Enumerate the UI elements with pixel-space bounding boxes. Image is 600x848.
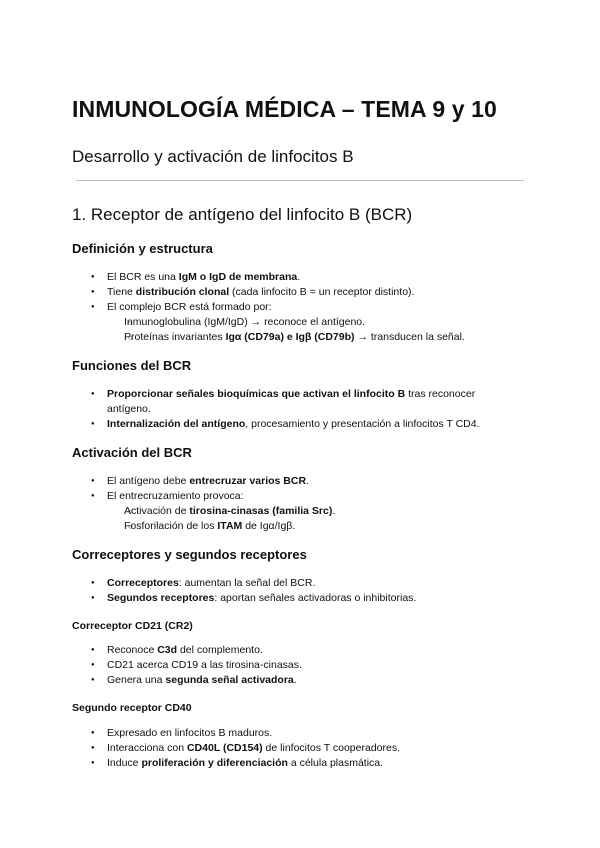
list-item: ● Segundos receptores: aportan señales activadoras o inhibitorias. [0,591,487,606]
list-item: ● Reconoce C3d del complemento. [0,643,487,658]
sublist-activacion [107,504,487,534]
horizontal-divider [76,180,524,181]
list-item: ● Expresado en linfocitos B maduros. [0,726,487,741]
heading-correceptores: Correceptores y segundos receptores [72,547,307,562]
list-activacion [0,474,487,534]
heading-cd40: Segundo receptor CD40 [72,702,192,714]
list-cd21 [0,643,487,688]
document-title: INMUNOLOGÍA MÉDICA – TEMA 9 y 10 [72,96,497,122]
list-item: ● El complejo BCR está formado por: ○ Inmunoglobulina (IgM/IgD) → reconoce el antígeno. ○ Proteínas invariantes Igα (CD79a) e Igβ (CD79b) → transducen la señal. [0,300,487,345]
list-item: ● Interacciona con CD40L (CD154) de linfocitos T cooperadores. [0,741,487,756]
list-funciones [0,387,487,432]
list-item: ● Internalización del antígeno, procesamiento y presentación a linfocitos T CD4. [0,417,487,432]
list-cd40 [0,726,487,771]
sublist-item: ○ Fosforilación de los ITAM de Igα/Igβ. [107,519,487,534]
heading-activacion: Activación del BCR [72,445,192,460]
sublist-item: ○ Proteínas invariantes Igα (CD79a) e Igβ (CD79b) → transducen la señal. [107,330,487,345]
heading-definicion: Definición y estructura [72,241,213,256]
list-item: ● El BCR es una IgM o IgD de membrana. [0,270,487,285]
section-heading-bcr: 1. Receptor de antígeno del linfocito B (BCR) [72,205,413,224]
list-item: ● El antígeno debe entrecruzar varios BCR. [0,474,487,489]
list-item: ● Correceptores: aumentan la señal del BCR. [0,576,487,591]
list-item: ● Induce proliferación y diferenciación a célula plasmática. [0,756,487,771]
document-subtitle: Desarrollo y activación de linfocitos B [72,147,354,166]
list-item: ● CD21 acerca CD19 a las tirosina-cinasas. [0,658,487,673]
sublist-item: ○ Inmunoglobulina (IgM/IgD) → reconoce el antígeno. [107,315,487,330]
list-definicion [0,270,487,345]
sublist-item: ○ Activación de tirosina-cinasas (familia Src). [107,504,487,519]
list-item: ● El entrecruzamiento provoca: ○ Activación de tirosina-cinasas (familia Src). ○ Fosforilación de los ITAM de Igα/Igβ. [0,489,487,534]
list-item: ● Proporcionar señales bioquímicas que activan el linfocito B tras reconocer antígeno. [0,387,487,417]
list-correceptores [0,576,487,606]
list-item: ● Tiene distribución clonal (cada linfocito B = un receptor distinto). [0,285,487,300]
sublist-definicion [107,315,487,345]
heading-cd21: Correceptor CD21 (CR2) [72,620,193,632]
heading-funciones: Funciones del BCR [72,358,192,373]
list-item: ● Genera una segunda señal activadora. [0,673,487,688]
